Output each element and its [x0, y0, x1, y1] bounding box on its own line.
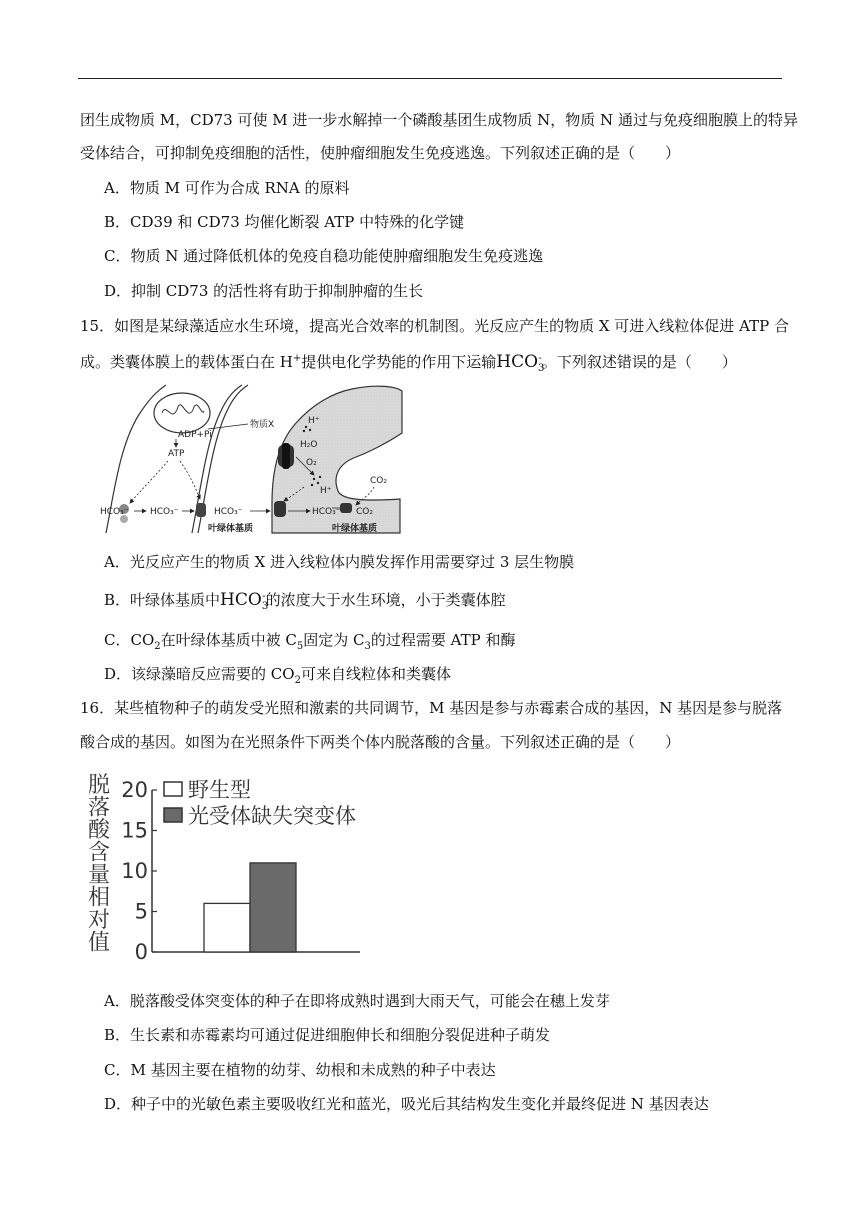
ylabel-char: 脱 [88, 773, 111, 798]
label-substance-x: 物质X [250, 420, 275, 430]
q15-option-d[interactable]: D．该绿藻暗反应需要的 $CO_2$可来自线粒体和类囊体 [104, 665, 451, 686]
legend-label: 光受体缺失突变体 [188, 804, 356, 828]
ylabel-char: 落 [88, 795, 111, 821]
ylabel-char: 含 [88, 840, 111, 866]
label-adp-pi: ADP+Pi [178, 430, 212, 440]
bar-wild-type [204, 903, 250, 952]
q16-option-d[interactable]: D．种子中的光敏色素主要吸收红光和蓝光，吸光后其结构发生变化并最终促进 N 基因表达 [104, 1095, 709, 1113]
abscisic-acid-chart-svg [84, 770, 404, 966]
q15-text-line-2: 成。类囊体膜上的载体蛋白在 H+提供电化学势能的作用下运输$HCO_3^-$。下列叙述错误的是（ ） [80, 352, 737, 374]
bar-photoreceptor-mutant [250, 863, 296, 952]
label-o2: O₂ [306, 458, 317, 468]
header-rule [78, 78, 782, 79]
label-stroma-2: 叶绿体基质 [332, 524, 378, 534]
y-axis-label [88, 773, 111, 956]
transporter-thylakoid [278, 443, 294, 469]
label-h2o: H₂O [300, 440, 318, 450]
q15-text-line-1: 15．如图是某绿藻适应水生环境，提高光合效率的机制图。光反应产生的物质 X 可进入线粒体促进 ATP 合 [80, 317, 789, 335]
label-hco3-3: HCO₃⁻ [214, 507, 243, 517]
y-tick-label: 20 [121, 778, 148, 802]
q14-option-d[interactable]: D．抑制 CD73 的活性将有助于抑制肿瘤的生长 [104, 282, 424, 300]
legend-swatch [164, 782, 182, 796]
ylabel-char: 相 [88, 885, 111, 911]
label-atp: ATP [168, 449, 185, 459]
y-tick-label: 10 [121, 859, 148, 883]
y-tick-label: 15 [121, 818, 148, 843]
ylabel-char: 对 [88, 908, 111, 933]
ylabel-char: 值 [88, 930, 111, 956]
label-hco3-2: HCO₃⁻ [150, 507, 179, 517]
abscisic-acid-chart [84, 770, 404, 966]
label-hco3-1: HCO₃⁻ [100, 507, 129, 517]
transporter-chloroplast [274, 501, 286, 517]
ylabel-char: 量 [88, 863, 111, 888]
q14-option-b[interactable]: B．CD39 和 CD73 均催化断裂 ATP 中特殊的化学键 [104, 213, 465, 231]
q16-text-line-1: 16．某些植物种子的萌发受光照和激素的共同调节，M 基因是参与赤霉素合成的基因，N 基因是参与脱落 [80, 699, 783, 717]
label-h-top: H⁺ [308, 416, 320, 426]
enzyme-thylakoid-lumen [340, 503, 352, 513]
q14-option-a[interactable]: A．物质 M 可作为合成 RNA 的原料 [104, 179, 350, 197]
label-h-mid: H⁺ [320, 486, 332, 496]
label-stroma-1: 叶绿体基质 [208, 524, 254, 534]
transporter-membrane [196, 503, 206, 517]
q16-option-b[interactable]: B．生长素和赤霉素均可通过促进细胞伸长和细胞分裂促进种子萌发 [104, 1026, 551, 1044]
label-co2-bottom: CO₂ [356, 507, 373, 517]
q16-option-a[interactable]: A．脱落酸受体突变体的种子在即将成熟时遇到大雨天气，可能会在穗上发芽 [104, 992, 610, 1010]
q15-option-c[interactable]: C．$CO_2$在叶绿体基质中被 $C_5$固定为 $C_3$的过程需要 ATP 和酶 [104, 631, 516, 652]
label-hco3-4: HCO₃⁻ [312, 507, 341, 517]
q16-text-line-2: 酸合成的基因。如图为在光照条件下两类个体内脱落酸的含量。下列叙述正确的是（ ） [80, 733, 681, 751]
algae-mechanism-diagram [100, 383, 406, 539]
y-tick-label: 5 [134, 899, 148, 924]
q16-option-c[interactable]: C．M 基因主要在植物的幼芽、幼根和未成熟的种子中表达 [104, 1061, 496, 1079]
label-co2-top: CO₂ [370, 476, 387, 486]
q14-text-line-2: 受体结合，可抑制免疫细胞的活性，使肿瘤细胞发生免疫逃逸。下列叙述正确的是（ ） [80, 144, 681, 162]
q15-option-b[interactable]: B．叶绿体基质中$HCO_3^-$的浓度大于水生环境，小于类囊体腔 [104, 590, 506, 612]
ylabel-char: 酸 [88, 818, 111, 843]
legend-swatch [164, 808, 182, 822]
q15-option-a[interactable]: A．光反应产生的物质 X 进入线粒体内膜发挥作用需要穿过 3 层生物膜 [104, 553, 575, 571]
legend-label: 野生型 [188, 778, 251, 802]
q14-text-line-1: 团生成物质 M，CD73 可使 M 进一步水解掉一个磷酸基团生成物质 N，物质 N 通过与免疫细胞膜上的特异 [80, 111, 798, 129]
y-tick-label: 0 [134, 940, 148, 964]
mechanism-svg [100, 383, 406, 539]
q14-option-c[interactable]: C．物质 N 通过降低机体的免疫自稳功能使肿瘤细胞发生免疫逃逸 [104, 247, 544, 265]
